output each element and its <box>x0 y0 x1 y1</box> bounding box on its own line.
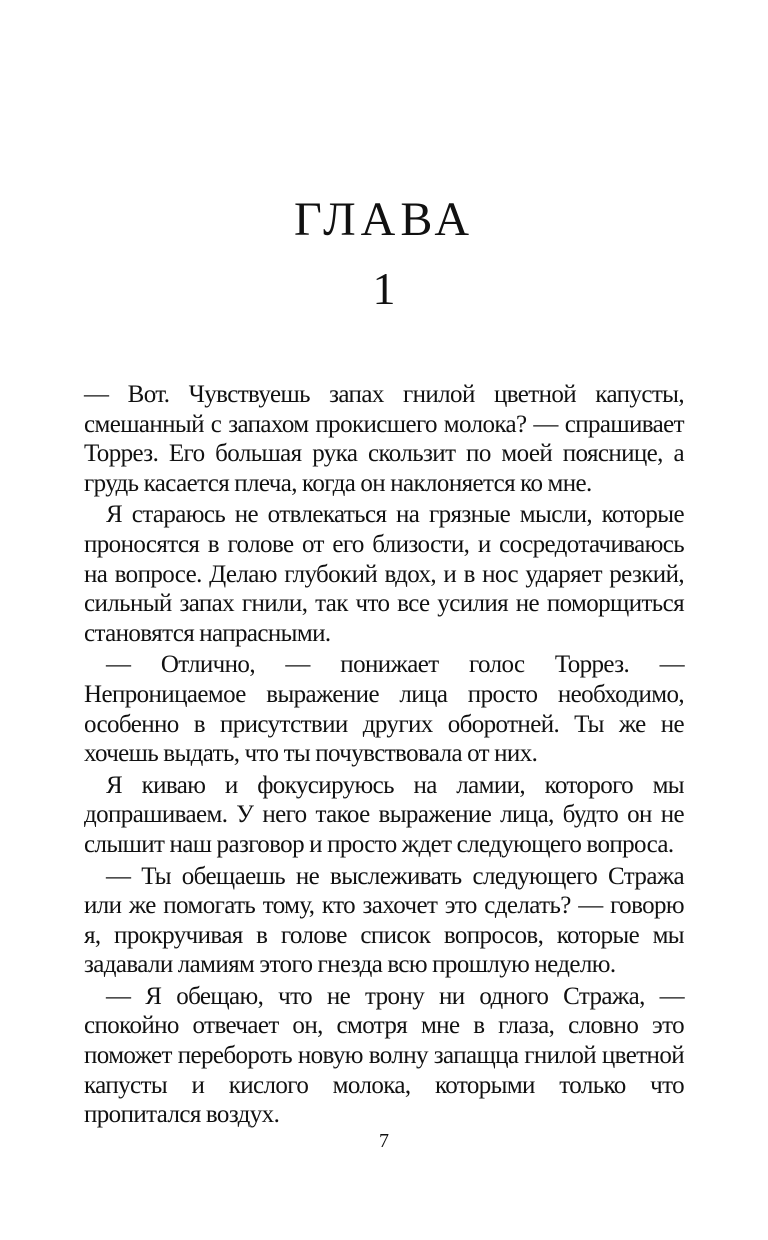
chapter-word: ГЛАВА <box>293 193 474 246</box>
chapter-number: 1 <box>372 263 396 314</box>
chapter-body <box>84 380 684 1132</box>
paragraph-5: — Ты обещаешь не выслеживать следующего Стража или же помогать тому, кто захочет это сделать? — говорю я, прокручивая в голове список вопросов, которые мы задавали ламиям этого гнезда всю прошлую неделю. <box>84 862 684 979</box>
page-number: 7 <box>379 1130 389 1152</box>
paragraph-1: — Вот. Чувствуешь запах гнилой цветной капусты, смешанный с запахом прокисшего молока? — спрашивает Торрез. Его большая рука скользит по моей пояснице, а грудь касается плеча, когда он наклоняется ко мне. <box>84 381 684 497</box>
chapter-heading <box>0 193 768 314</box>
paragraph-4: Я киваю и фокусируюсь на ламии, которого мы допрашиваем. У него такое выражение лица, будто он не слышит наш разговор и просто ждет следующего вопроса. <box>84 771 684 858</box>
paragraph-3: — Отлично, — понижает голос Торрез. — Непроницаемое выражение лица просто необходимо, особенно в присутствии других оборотней. Ты же не хочешь выдать, что ты почувствовала от них. <box>84 651 684 768</box>
paragraph-2: Я стараюсь не отвлекаться на грязные мысли, которые проносятся в голове от его близости, и сосредотачиваюсь на вопросе. Делаю глубокий вдох, и в нос ударяет резкий, сильный запах гнили, так что все усилия не поморщиться становятся напрасными. <box>84 501 684 647</box>
paragraph-6: — Я обещаю, что не трону ни одного Стража, — спокойно отвечает он, смотря мне в глаза, словно это поможет перебороть новую волну запащца гнилой цветной капусты и кислого молока, которыми только что пропитался воздух. <box>84 982 684 1129</box>
